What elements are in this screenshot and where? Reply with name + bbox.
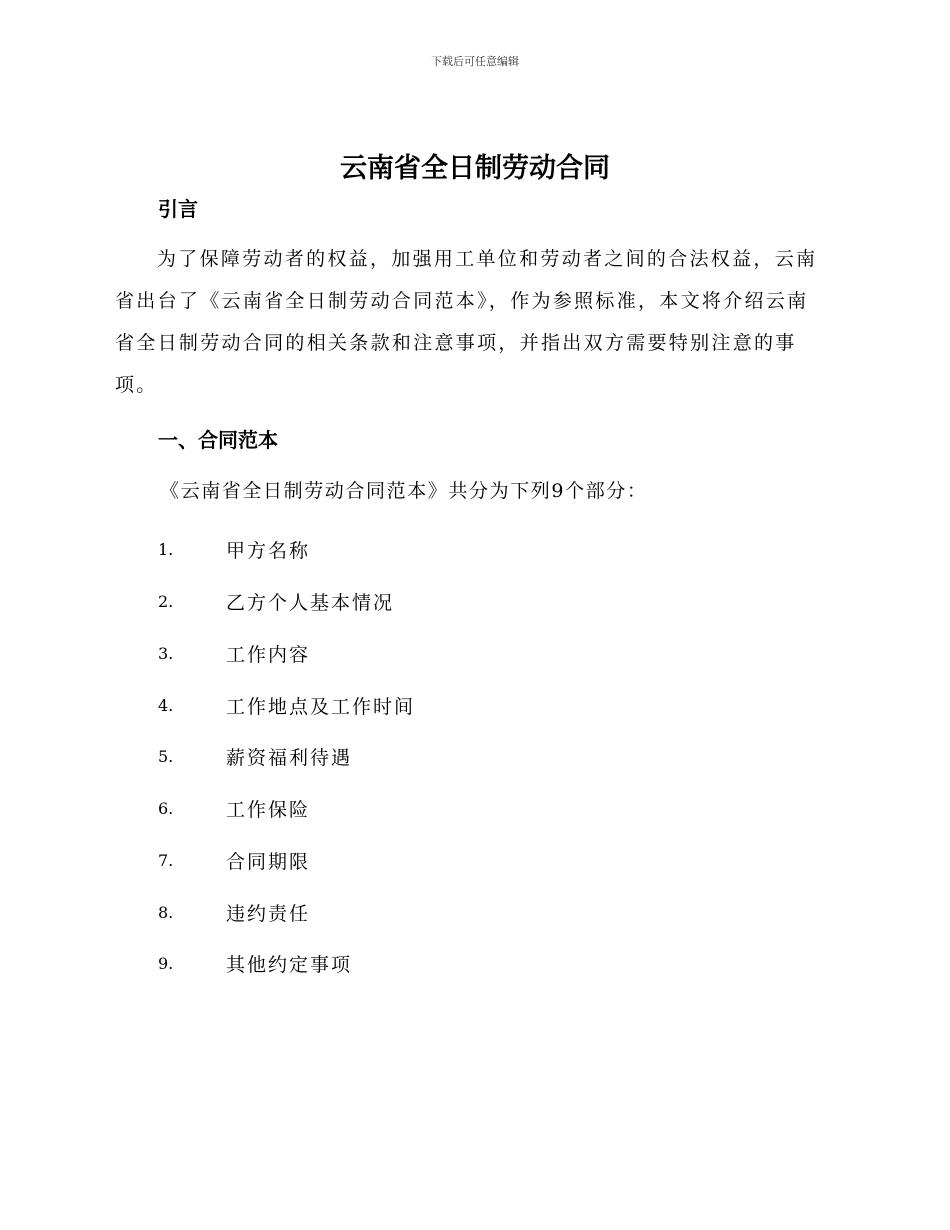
intro-line: 为了保障劳动者的权益，加强用工单位和劳动者之间的合法权益，云南 — [157, 248, 818, 270]
list-item — [158, 524, 415, 576]
list-item-text: 工作地点及工作时间 — [226, 695, 416, 718]
section-1-heading: 一、合同范本 — [158, 428, 278, 452]
contract-parts-list — [158, 524, 415, 990]
intro-line: 项。 — [115, 374, 158, 396]
list-item-number: 9. — [158, 954, 174, 974]
list-item — [158, 783, 415, 835]
list-item — [158, 886, 415, 938]
list-item-text: 其他约定事项 — [226, 954, 353, 977]
list-item-number: 7. — [158, 850, 174, 870]
list-item — [158, 938, 415, 990]
list-item-number: 4. — [158, 695, 174, 715]
document-title: 云南省全日制劳动合同 — [340, 153, 610, 184]
intro-paragraph — [115, 238, 829, 406]
list-item-number: 1. — [158, 540, 174, 560]
list-item-number: 2. — [158, 592, 174, 612]
list-item — [158, 835, 415, 887]
list-item — [158, 576, 415, 628]
list-item-number: 6. — [158, 799, 174, 819]
intro-line: 省全日制劳动合同的相关条款和注意事项，并指出双方需要特别注意的事 — [115, 332, 797, 354]
list-item-text: 乙方个人基本情况 — [226, 592, 395, 615]
section-1-description: 《云南省全日制劳动合同范本》共分为下列9个部分： — [160, 480, 648, 502]
list-item-number: 8. — [158, 902, 174, 922]
list-item-text: 甲方名称 — [226, 540, 311, 563]
list-item-text: 工作保险 — [226, 799, 311, 822]
intro-heading: 引言 — [158, 197, 198, 221]
list-item-number: 3. — [158, 643, 174, 663]
list-item-text: 薪资福利待遇 — [226, 747, 353, 770]
list-item — [158, 679, 415, 731]
list-item-text: 合同期限 — [226, 850, 311, 873]
list-item — [158, 731, 415, 783]
page-header-note: 下载后可任意编辑 — [431, 55, 519, 68]
list-item — [158, 628, 415, 680]
list-item-text: 工作内容 — [226, 643, 311, 666]
list-item-text: 违约责任 — [226, 902, 311, 925]
list-item-number: 5. — [158, 747, 174, 767]
intro-line: 省出台了《云南省全日制劳动合同范本》，作为参照标准，本文将介绍云南 — [115, 290, 809, 312]
